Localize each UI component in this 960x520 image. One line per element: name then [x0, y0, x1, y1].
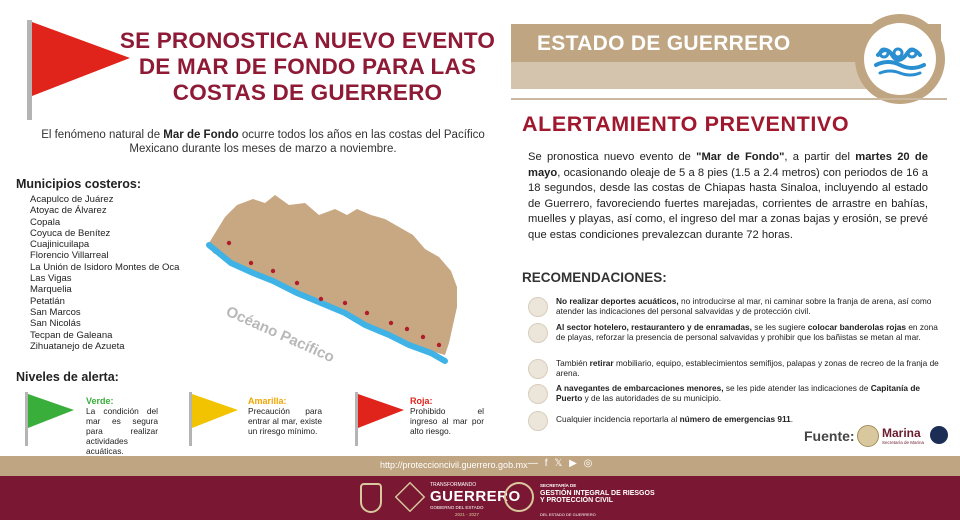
- alert-level-description: Prohibido el ingreso al mar por alto riesgo.: [410, 406, 484, 436]
- marina-subtitle: Secretaría de Marina: [882, 440, 925, 445]
- secretariat-subtitle: DEL ESTADO DE GUERRERO: [540, 512, 596, 517]
- alert-level-name: Roja:: [410, 396, 433, 406]
- list-item: San Nicolás: [30, 318, 81, 330]
- secretariat-tagline: SECRETARÍA DE: [540, 483, 577, 488]
- boat-icon: [528, 384, 548, 404]
- recommendation-item: Cualquier incidencia reportarla al número de emergencias 911.: [528, 410, 948, 430]
- list-item: Coyuca de Benítez: [30, 227, 111, 239]
- alert-level-yellow: [186, 390, 326, 448]
- alert-level-red: [352, 390, 492, 448]
- divider: [511, 98, 947, 100]
- alert-levels-heading: Niveles de alerta:: [16, 370, 119, 384]
- list-item: Las Vigas: [30, 273, 72, 285]
- list-item: Tecpan de Galeana: [30, 329, 113, 341]
- secretariat-name: GESTIÓN INTEGRAL DE RIESGOS Y PROTECCIÓN CIVIL: [540, 490, 655, 505]
- page-title: SE PRONOSTICA NUEVO EVENTO DE MAR DE FONDO PARA LAS COSTAS DE GUERRERO: [119, 28, 496, 105]
- beach-umbrella-icon: [528, 359, 548, 379]
- source-label: Fuente:: [804, 428, 855, 444]
- state-shield-icon: [360, 483, 382, 513]
- state-banner-label: ESTADO DE GUERRERO: [537, 32, 791, 55]
- recommendations-heading: RECOMENDACIONES:: [522, 270, 667, 285]
- website-link[interactable]: http://proteccioncivil.guerrero.gob.mx: [380, 460, 528, 470]
- alert-body: Se pronostica nuevo evento de "Mar de Fondo", a partir del martes 20 de mayo, ocasionando oleaje de 5 a 8 pies (1.5 a 2.4 metros) con periodos de 16 a 18 segundos, desde las costas de Chiapas hasta Sinaloa, incluyendo al estado de Guerrero, favoreciendo fuertes marejadas, corrientes de arrastre en bahías, muelles y playas, así como, el ingreso del mar a zonas bajas y erosión, se prevé que estas condiciones prevalezcan durante 72 horas.: [528, 151, 928, 241]
- gov-years: 2021 - 2027: [455, 512, 480, 517]
- alert-level-name: Verde:: [86, 396, 114, 406]
- social-icons[interactable]: — f 𝕏 ▶ ◎: [528, 458, 595, 469]
- recommendation-item: No realizar deportes acuáticos, no introducirse al mar, ni caminar sobre la franja de arena, así como atender las indicaciones del personal salvavidas y de protección civil.: [528, 296, 948, 322]
- guerrero-map: [195, 175, 470, 375]
- list-item: Atoyac de Álvarez: [30, 205, 107, 217]
- alert-level-description: La condición del mar es segura para realizar actividades acuáticas.: [86, 406, 158, 456]
- banner-underlay: [511, 62, 883, 89]
- recommendation-item: También retirar mobiliario, equipo, establecimientos semifijos, palapas y zonas de recreo de la franja de arena.: [528, 358, 948, 382]
- marina-logo: [857, 425, 879, 447]
- list-item: Florencio Villarreal: [30, 250, 109, 262]
- list-item: Zihuatanejo de Azueta: [30, 340, 125, 352]
- alert-level-name: Amarilla:: [248, 396, 287, 406]
- badge: [855, 14, 945, 104]
- guerrero-state-shape: [209, 195, 457, 355]
- waves-icon: [864, 23, 936, 95]
- intro-text: El fenómeno natural de Mar de Fondo ocurre todos los años en las costas del Pacífico Mexicano durante los meses de marzo a noviembre.: [41, 129, 485, 155]
- red-flag-icon: [352, 390, 410, 448]
- ocean-label: Océano Pacífico: [223, 303, 337, 367]
- list-item: Petatlán: [30, 295, 65, 307]
- alert-title: ALERTAMIENTO PREVENTIVO: [522, 112, 850, 136]
- emergency-911-icon: [528, 411, 548, 431]
- no-swimming-icon: [528, 297, 548, 317]
- gov-subtitle: GOBIERNO DEL ESTADO: [430, 505, 484, 510]
- recommendation-item: Al sector hotelero, restaurantero y de enramadas, se les sugiere colocar banderolas rojas en zona de playas, reforzar la presencia de personal salvavidas y prohibir que los bañistas se metan al mar.: [528, 322, 948, 356]
- list-item: Cuajinicuilapa: [30, 239, 90, 251]
- municipality-list: [30, 194, 179, 352]
- red-flag-icon: [528, 323, 548, 343]
- gov-tagline: TRANSFORMANDO: [430, 482, 477, 488]
- list-item: La Unión de Isidoro Montes de Oca: [30, 261, 180, 273]
- list-item: Marquelia: [30, 284, 72, 296]
- gov-name: GUERRERO: [430, 488, 521, 505]
- list-item: San Marcos: [30, 306, 81, 318]
- marina-label: Marina: [882, 426, 921, 440]
- civil-protection-icon: [504, 482, 534, 512]
- list-item: Copala: [30, 216, 61, 228]
- green-flag-icon: [22, 390, 80, 448]
- municipalities-heading: Municipios costeros:: [16, 177, 142, 191]
- secretariat-seal-icon: [930, 426, 948, 444]
- recommendation-item: A navegantes de embarcaciones menores, se les pide atender las indicaciones de Capitanía de Puerto y de las autoridades de su municipio.: [528, 383, 948, 407]
- alert-level-description: Precaución para entrar al mar, existe un riresgo mínimo.: [248, 406, 322, 436]
- yellow-flag-icon: [186, 390, 244, 448]
- alert-level-green: [22, 390, 162, 456]
- list-item: Acapulco de Juárez: [30, 194, 114, 205]
